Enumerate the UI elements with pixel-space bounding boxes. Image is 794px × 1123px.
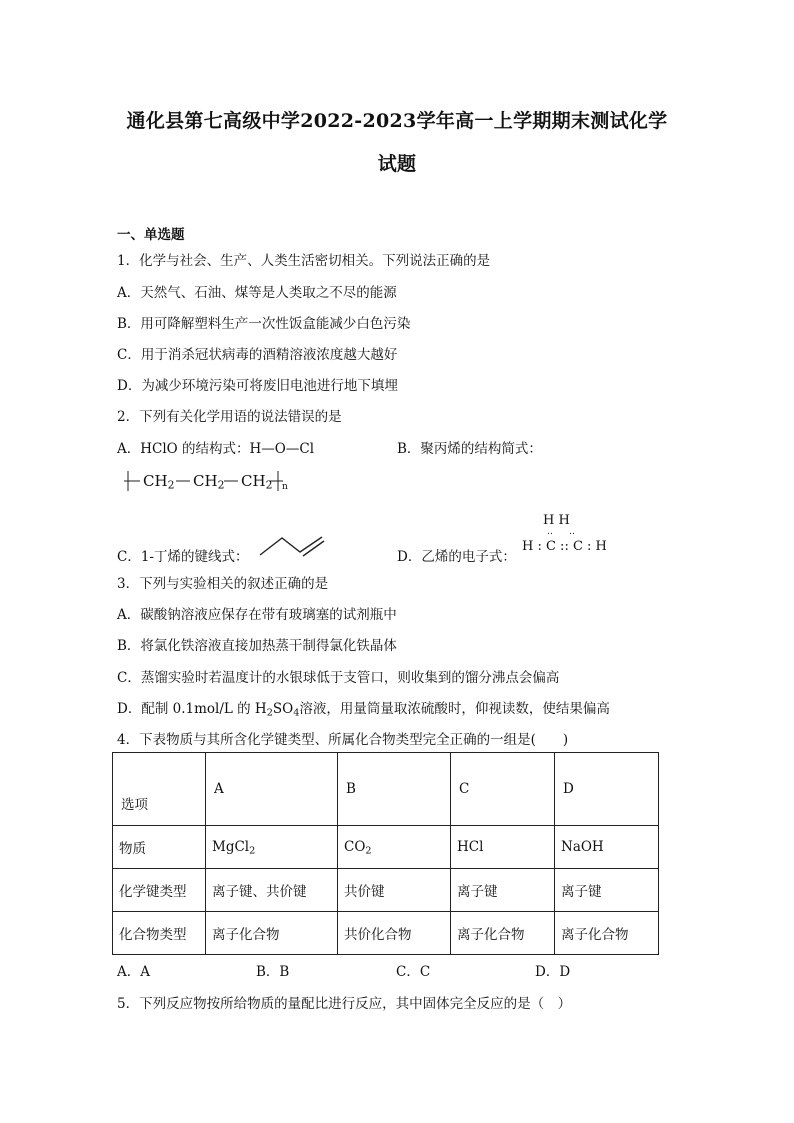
polymer-unit-3: $CH_2$ [241, 472, 273, 492]
hclo-structural-formula: H—O—Cl [249, 441, 315, 457]
q4-table [112, 752, 659, 955]
polymer-unit-1: $CH_2$ [143, 472, 175, 492]
q3-option-c: C．蒸馏实验时若温度计的水银球低于支管口，则收集到的馏分沸点会偏高 [117, 670, 560, 686]
q4-stem: 4．下表物质与其所含化学键类型、所属化合物类型完全正确的一组是( ) [117, 732, 569, 748]
q4-option-a: A．A [117, 964, 150, 980]
cell-bond-b: 共价键 [338, 869, 451, 912]
table-row [113, 912, 659, 955]
row-label-bond-type: 化学键类型 [113, 869, 206, 912]
cell-compound-b: 共价化合物 [338, 912, 451, 955]
cell-compound-d: 离子化合物 [555, 912, 659, 955]
q2-option-a [117, 437, 314, 457]
header-cell-b: B [338, 753, 451, 826]
lewis-bottom-row: H : C :: C : H [522, 539, 607, 554]
q3-option-b: B．将氯化铁溶液直接加热蒸干制得氯化铁晶体 [117, 638, 397, 654]
q1-option-c: C．用于消杀冠状病毒的酒精溶液浓度越大越好 [117, 347, 398, 363]
table-row [113, 869, 659, 912]
cell-compound-a: 离子化合物 [206, 912, 338, 955]
q1-option-a: A．天然气、石油、煤等是人类取之不尽的能源 [117, 285, 397, 301]
q4-option-c: C．C [396, 964, 431, 980]
cell-compound-c: 离子化合物 [451, 912, 555, 955]
table-row [113, 753, 659, 826]
q2-option-c-label: C．1-丁烯的键线式： [117, 549, 249, 565]
header-cell-d: D [555, 753, 659, 826]
section-heading: 一、单选题 [117, 227, 185, 243]
cell-substance-d: NaOH [555, 826, 659, 869]
q3-option-a: A．碳酸钠溶液应保存在带有玻璃塞的试剂瓶中 [117, 607, 397, 623]
title-line-1: 通化县第七高级中学2022-2023学年高一上学期期末测试化学 [126, 110, 668, 132]
cell-bond-a: 离子键、共价键 [206, 869, 338, 912]
q3-stem: 3．下列与实验相关的叙述正确的是 [117, 576, 329, 592]
q1-option-d: D．为减少环境污染可将废旧电池进行地下填埋 [117, 378, 398, 394]
header-cell-a: A [206, 753, 338, 826]
cell-substance-b: $CO_2$ [338, 826, 451, 869]
q2-option-d-label: D．乙烯的电子式： [397, 549, 516, 565]
q3-option-d: D．配制 0.1mol/L 的 $H_2SO_4$溶液，用量筒量取浓硫酸时，仰视读数，使结果偏高 [117, 701, 610, 719]
lewis-top-dots-2: ‥ [569, 527, 576, 537]
cell-bond-c: 离子键 [451, 869, 555, 912]
cell-substance-a: MgCl$_2$ [206, 826, 338, 869]
q1-option-b: B．用可降解塑料生产一次性饭盒能减少白色污染 [117, 316, 411, 332]
q2-option-b-label: B．聚丙烯的结构简式： [397, 441, 542, 457]
title-line-2: 试题 [377, 153, 417, 175]
lewis-top-dots: ‥ [547, 527, 554, 537]
cell-substance-c: HCl [451, 826, 555, 869]
ethylene-electron-formula [522, 513, 612, 557]
q2-option-a-label: A．HClO 的结构式： [117, 441, 250, 457]
polymer-subscript-n: n [282, 482, 288, 492]
q2-stem: 2．下列有关化学用语的说法错误的是 [117, 409, 342, 425]
q5-stem: 5．下列反应物按所给物质的量配比进行反应，其中固体完全反应的是（ ） [117, 996, 572, 1012]
header-cell-option: 选项 [113, 753, 206, 826]
q4-option-b: B．B [256, 964, 290, 980]
q1-stem: 1．化学与社会、生产、人类生活密切相关。下列说法正确的是 [117, 253, 491, 269]
cell-bond-d: 离子键 [555, 869, 659, 912]
butene-bond-line-drawing [258, 534, 326, 558]
header-cell-c: C [451, 753, 555, 826]
lewis-top-hydrogens: H H [543, 513, 570, 528]
row-label-compound-type: 化合物类型 [113, 912, 206, 955]
polymer-unit-2: $CH_2$ [193, 472, 225, 492]
table-row [113, 826, 659, 869]
q4-option-d: D．D [535, 964, 571, 980]
row-label-substance: 物质 [113, 826, 206, 869]
polypropylene-structure [124, 468, 294, 494]
